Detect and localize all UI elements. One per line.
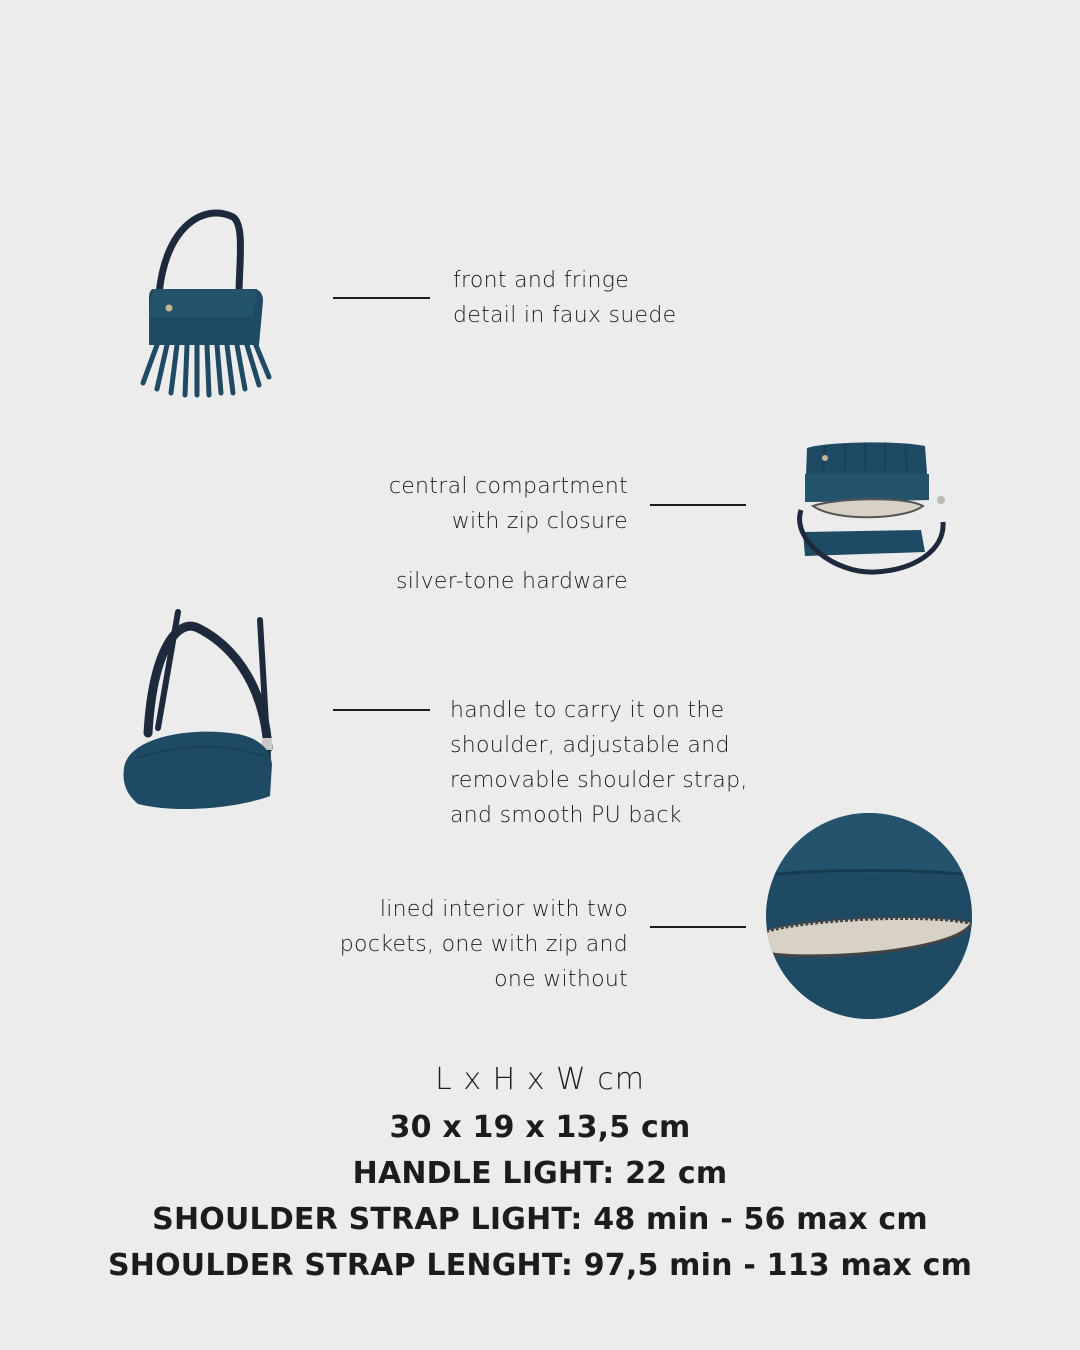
feature-text-line: lined interior with two	[379, 897, 628, 922]
feature-text-line: handle to carry it on the	[450, 698, 725, 723]
dimensions-heading: L x H x W cm	[435, 1062, 645, 1097]
lining-zip-closeup-image	[766, 813, 972, 1019]
feature-text-line: central compartment	[388, 474, 628, 499]
feature-text-line: pockets, one with zip and	[339, 932, 628, 957]
feature-central-compartment	[389, 469, 628, 539]
feature-leader-line	[650, 926, 746, 928]
feature-lined-interior	[340, 892, 628, 997]
fringe-bag-front-image	[135, 205, 275, 400]
feature-text-line: silver-tone hardware	[396, 569, 628, 594]
shoulder-strap-light: SHOULDER STRAP LIGHT: 48 min - 56 max cm	[152, 1202, 928, 1237]
feature-text-line: with zip closure	[451, 509, 628, 534]
feature-leader-line	[333, 297, 430, 299]
handle-length: HANDLE LIGHT: 22 cm	[352, 1156, 728, 1191]
feature-text-line: shoulder, adjustable and	[450, 733, 730, 758]
open-bag-interior-image	[795, 440, 955, 580]
feature-text-line: front and fringe	[453, 268, 630, 293]
feature-leader-line	[650, 504, 746, 506]
feature-text-line: one without	[494, 967, 628, 992]
feature-text-line: and smooth PU back	[450, 803, 682, 828]
feature-text-line: detail in faux suede	[453, 303, 677, 328]
feature-front-fringe	[453, 263, 677, 333]
shoulder-strap-length: SHOULDER STRAP LENGHT: 97,5 min - 113 max cm	[107, 1248, 973, 1283]
feature-hardware	[396, 564, 628, 599]
feature-handle-strap	[450, 693, 748, 833]
feature-leader-line	[333, 709, 430, 711]
dimensions-size: 30 x 19 x 13,5 cm	[389, 1110, 691, 1145]
feature-text-line: removable shoulder strap,	[450, 768, 748, 793]
bag-with-shoulder-strap-image	[118, 608, 283, 818]
